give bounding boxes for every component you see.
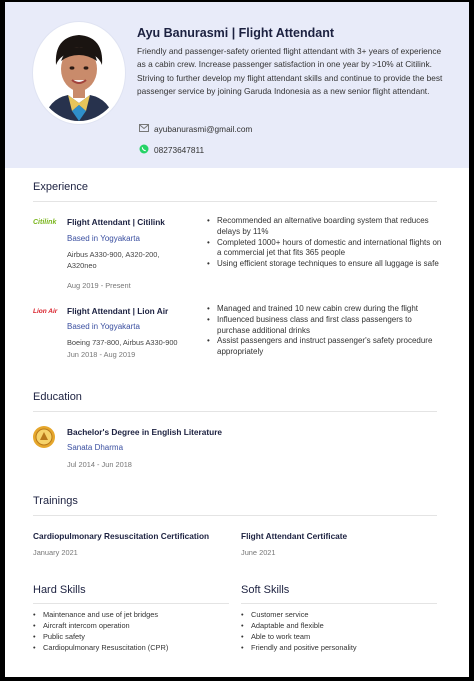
job-bullets (207, 216, 442, 270)
experience-divider (33, 201, 437, 202)
trainings-heading: Trainings (33, 495, 78, 507)
whatsapp-icon (139, 144, 149, 156)
hard-skills-list (33, 609, 233, 653)
education-heading: Education (33, 391, 82, 403)
skill-item: • Maintenance and use of jet bridges (33, 609, 233, 620)
trainings-divider (33, 515, 437, 516)
education-divider (33, 411, 437, 412)
school-name: Sanata Dharma (67, 443, 124, 452)
email-text: ayubanurasmi@gmail.com (154, 124, 253, 134)
training-date: January 2021 (33, 548, 78, 557)
bullet-item: • Using efficient storage techniques to ensure all luggage is safe (207, 259, 442, 270)
job-dates: Aug 2019 - Present (67, 281, 131, 290)
soft-skills-heading: Soft Skills (241, 584, 290, 596)
summary-text: Friendly and passenger-safety oriented flight attendant with 3+ years of experience as a cabin crew. Increase passenger satisfaction in one year by >10% at Citilink. Striving to further develop my flight attendant skills and continue to provide the best passenger service by joining Garuda Indonesia as a new senior flight attendant. (137, 46, 443, 96)
training-name: Cardiopulmonary Resuscitation Certification (33, 531, 210, 541)
job-aircraft: Boeing 737-800, Airbus A330-900 (67, 338, 178, 347)
skill-item: • Customer service (241, 609, 441, 620)
university-seal-icon (32, 425, 56, 454)
profile-photo (33, 22, 125, 124)
skill-item: • Aircraft intercom operation (33, 620, 233, 631)
training-name: Flight Attendant Certificate (241, 531, 348, 541)
bullet-item: • Recommended an alternative boarding system that reduces delays by 11% (207, 216, 442, 238)
soft-skills-divider (241, 603, 437, 604)
job-location: Based in Yogyakarta (67, 234, 140, 243)
resume-header (5, 2, 469, 168)
phone-text: 08273647811 (154, 145, 205, 155)
experience-heading: Experience (33, 181, 89, 193)
job-title: Flight Attendant | Lion Air (67, 306, 169, 316)
skill-item: • Adaptable and flexible (241, 620, 441, 631)
training-date: June 2021 (241, 548, 276, 557)
hard-skills-divider (33, 603, 229, 604)
job-aircraft: Airbus A330-900, A320-200, A320neo (67, 250, 160, 270)
citilink-logo: Citilink (33, 219, 57, 226)
bullet-item: • Managed and trained 10 new cabin crew during the flight (207, 304, 442, 315)
job-bullets (207, 304, 442, 358)
soft-skills-list (241, 609, 441, 653)
envelope-icon (139, 124, 149, 134)
bullet-item: • Influenced business class and first class passengers to purchase additional drinks (207, 315, 442, 337)
education-dates: Jul 2014 - Jun 2018 (67, 460, 132, 469)
skill-item: • Public safety (33, 631, 233, 642)
name-title: Ayu Banurasmi | Flight Attendant (137, 26, 335, 40)
resume-page (5, 2, 469, 677)
job-location: Based in Yogyakarta (67, 322, 140, 331)
bullet-item: • Completed 1000+ hours of domestic and international flights on a commercial jet that fits 365 people (207, 238, 442, 260)
degree-title: Bachelor's Degree in English Literature (67, 427, 223, 437)
job-dates: Jun 2018 - Aug 2019 (67, 350, 136, 359)
email-contact[interactable] (139, 124, 252, 134)
skill-item: • Able to work team (241, 631, 441, 642)
skill-item: • Cardiopulmonary Resuscitation (CPR) (33, 642, 233, 653)
skill-item: • Friendly and positive personality (241, 642, 441, 653)
hard-skills-heading: Hard Skills (33, 584, 86, 596)
job-title: Flight Attendant | Citilink (67, 217, 165, 227)
bullet-item: • Assist passengers and instruct passenger's safety procedure appropriately (207, 336, 442, 358)
lion-air-logo: Lion Air (33, 308, 58, 315)
phone-contact[interactable] (139, 144, 204, 156)
